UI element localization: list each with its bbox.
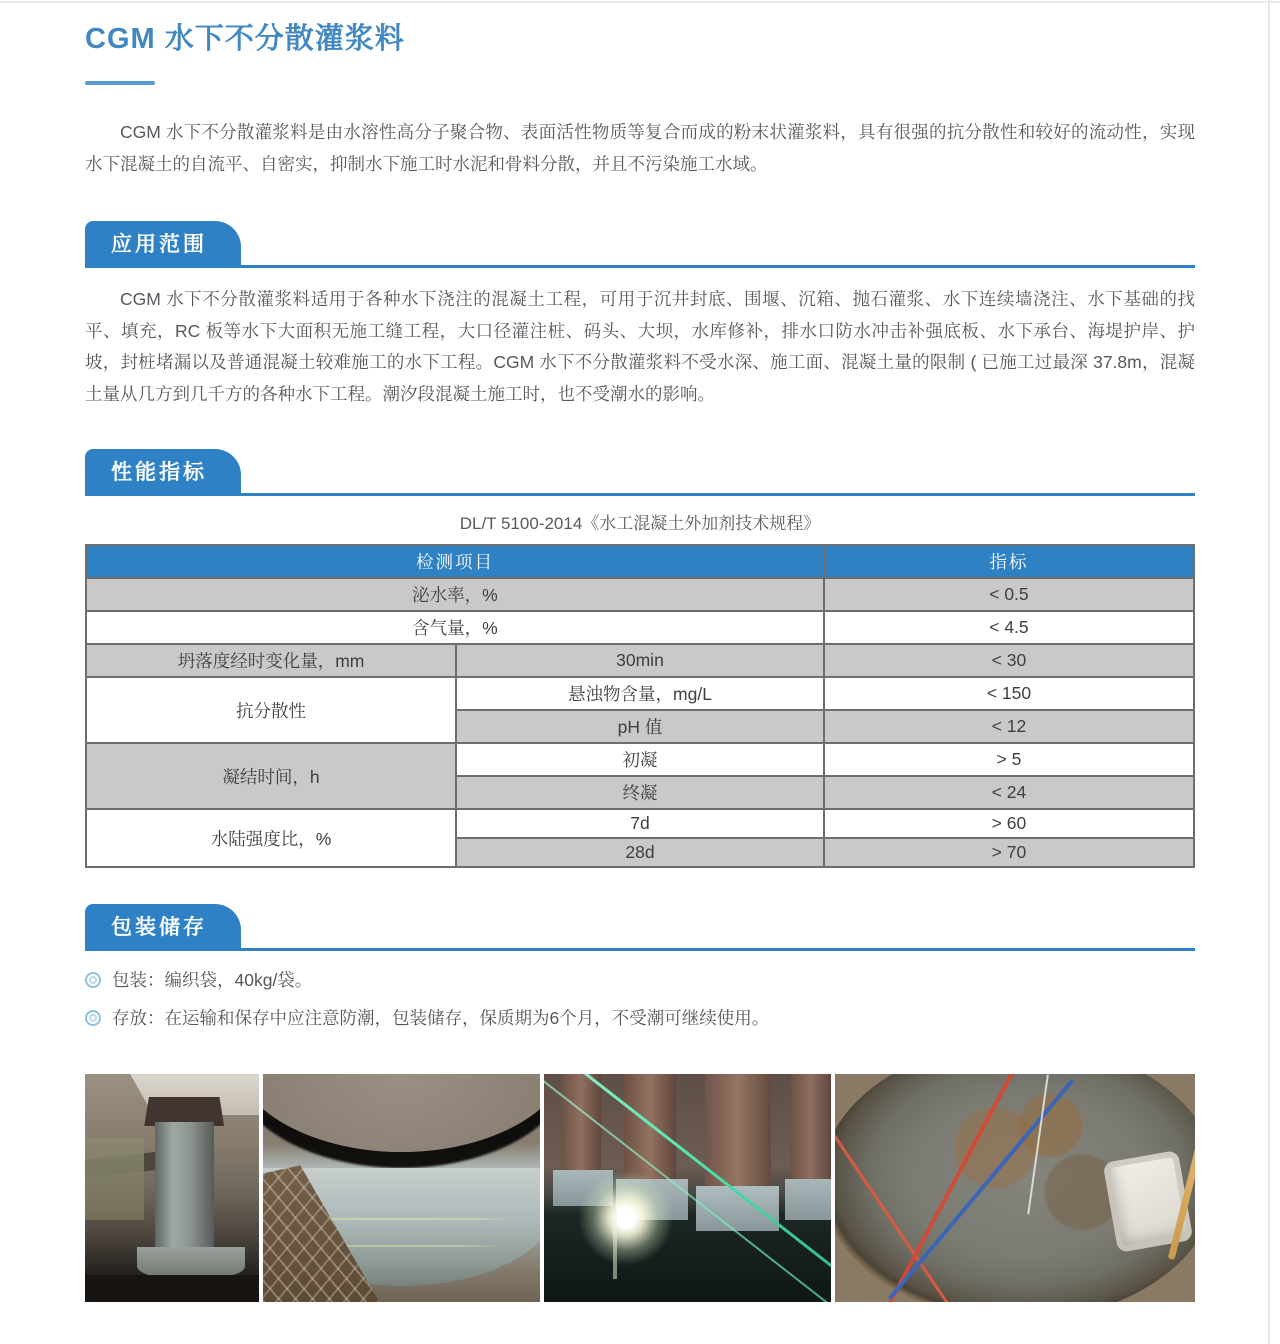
- item-sub-label: 终凝: [456, 776, 824, 809]
- item-sub-label: 30min: [456, 644, 824, 677]
- table-row: [86, 611, 1194, 644]
- table-row: [86, 578, 1194, 611]
- bullseye-bullet-icon: [85, 972, 101, 988]
- item-sub-label: pH 值: [456, 710, 824, 743]
- section-application-header: [85, 221, 1195, 268]
- item-value: < 12: [824, 710, 1194, 743]
- storage-item-text: 包装：编织袋，40kg/袋。: [112, 970, 313, 991]
- table-caption: DL/T 5100-2014《水工混凝土外加剂技术规程》: [459, 514, 821, 534]
- table-row: [86, 743, 1194, 776]
- item-sub-label: 7d: [456, 809, 824, 838]
- item-label: 坍落度经时变化量，mm: [86, 644, 456, 677]
- group-label: 凝结时间，h: [86, 743, 456, 809]
- group-label: 水陆强度比，%: [86, 809, 456, 867]
- item-sub-label: 悬浊物含量，mg/L: [456, 677, 824, 710]
- item-value: < 30: [824, 644, 1194, 677]
- bullseye-bullet-icon: [85, 1010, 101, 1026]
- concrete-pier-top: [263, 1074, 540, 1152]
- photo-night-underwater-piers: [544, 1074, 831, 1302]
- table-row: [86, 644, 1194, 677]
- work-lamp-glow: [578, 1170, 674, 1266]
- performance-table: [85, 544, 1195, 868]
- application-paragraph: CGM 水下不分散灌浆料适用于各种水下浇注的混凝土工程，可用于沉井封底、围堰、沉箱、抛石灌浆、水下连续墙浇注、水下基础的找平、填充，RC 板等水下大面积无施工缝工程，大口径灌注桩、码头、大坝，水库修补，排水口防水冲击补强底板、水下承台、海堤护岸、护坡，封桩堵漏以及普通混凝土较难施工的水下工程。CGM 水下不分散灌浆料不受水深、施工面、混凝土量的限制 ( 已施工过最深 37.8m，混凝土量从几方到几千方的各种水下工程。潮汐段混凝土施工时，也不受潮水的影响。: [85, 288, 1195, 405]
- bridge-pier: [705, 1074, 771, 1204]
- section-performance-header: [85, 449, 1195, 496]
- item-value: < 4.5: [824, 611, 1194, 644]
- item-value: < 150: [824, 677, 1194, 710]
- pier-encasement-cap: [785, 1179, 831, 1220]
- section-badge-application: 应用范围: [85, 221, 241, 265]
- list-item: [85, 1005, 1195, 1030]
- muddy-water: [85, 1138, 144, 1220]
- photo-pier-column-grouting: [85, 1074, 259, 1302]
- item-value: > 60: [824, 809, 1194, 838]
- item-sub-label: 28d: [456, 838, 824, 867]
- item-value: < 24: [824, 776, 1194, 809]
- table-row: [86, 677, 1194, 710]
- section-badge-storage: 包装储存: [85, 904, 241, 948]
- group-label: 抗分散性: [86, 677, 456, 743]
- photo-pile-encasement-closeup: [263, 1074, 540, 1302]
- photo-caisson-sealing-site: [835, 1074, 1195, 1302]
- column-header-item: 检测项目: [86, 545, 824, 578]
- section-badge-performance: 性能指标: [85, 449, 241, 493]
- title-underline: [85, 81, 155, 85]
- item-sub-label: 初凝: [456, 743, 824, 776]
- list-item: [85, 967, 1195, 992]
- storage-list: [85, 967, 1195, 1030]
- section-storage-header: [85, 904, 1195, 951]
- storage-item-text: 存放：在运输和保存中应注意防潮，包装储存，保质期为6个月，不受潮可继续使用。: [112, 1008, 770, 1029]
- column-header-index: 指标: [824, 545, 1194, 578]
- table-row: [86, 809, 1194, 838]
- light-reflection: [613, 1211, 617, 1279]
- intro-paragraph: CGM 水下不分散灌浆料是由水溶性高分子聚合物、表面活性物质等复合而成的粉末状灌浆料，具有很强的抗分散性和较好的流动性，实现水下混凝土的自流平、自密实，抑制水下施工时水泥和骨料分散，并且不污染施工水域。: [85, 122, 1195, 174]
- shadow-area: [85, 1275, 259, 1302]
- item-label: 含气量，%: [86, 611, 824, 644]
- table-header-row: [86, 545, 1194, 578]
- item-value: > 5: [824, 743, 1194, 776]
- item-value: > 70: [824, 838, 1194, 867]
- item-label: 泌水率，%: [86, 578, 824, 611]
- page-title: CGM 水下不分散灌浆料: [85, 23, 405, 55]
- project-photo-strip: [85, 1074, 1195, 1302]
- item-value: < 0.5: [824, 578, 1194, 611]
